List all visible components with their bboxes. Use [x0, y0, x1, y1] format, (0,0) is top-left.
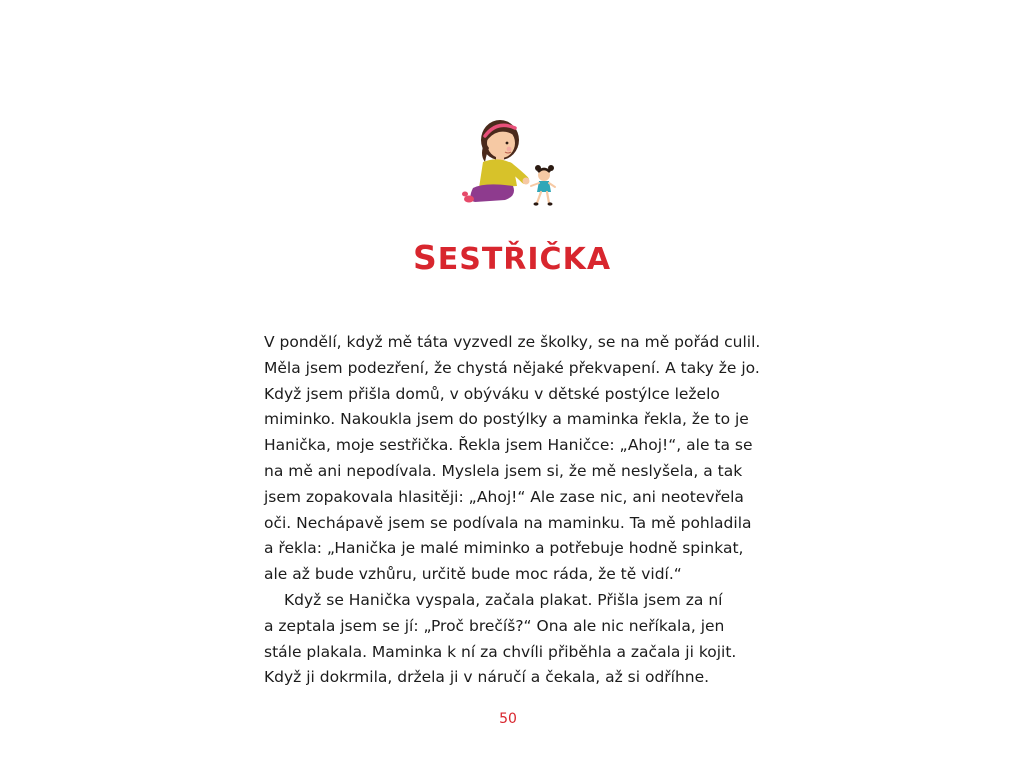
text-line: Když ji dokrmila, držela ji v náručí a čekala, až si odříhne. — [264, 668, 710, 687]
text-line: Hanička, moje sestřička. Řekla jsem Haničce: „Ahoj!“, ale ta se — [264, 436, 753, 455]
text-line: Měla jsem podezření, že chystá nějaké překvapení. A taky že jo. — [264, 358, 760, 377]
text-line: oči. Nechápavě jsem se podívala na maminku. Ta mě pohladila — [264, 513, 752, 532]
chapter-title: SESTŘIČKA — [412, 238, 612, 277]
text-line: na mě ani nepodívala. Myslela jsem si, že mě neslyšela, a tak — [264, 461, 743, 480]
text-line: miminko. Nakoukla jsem do postýlky a maminka řekla, že to je — [264, 410, 749, 429]
text-line: V pondělí, když mě táta vyzvedl ze školky, se na mě pořád culil. — [264, 333, 761, 351]
page-number: 50 — [499, 711, 517, 727]
text-line: Když jsem přišla domů, v obýváku v dětské postýlce leželo — [264, 384, 720, 403]
text-line: a zeptala jsem se jí: „Proč brečíš?“ Ona ale nic neříkala, jen — [264, 616, 725, 635]
text-line: Když se Hanička vyspala, začala plakat. Přišla jsem za ní — [284, 590, 723, 609]
text-line: ale až bude vzhůru, určitě bude moc ráda, že tě vidí.“ — [264, 565, 682, 584]
text-line: jsem zopakovala hlasitěji: „Ahoj!“ Ale zase nic, ani neotevřela — [264, 487, 744, 506]
text-line: a řekla: „Hanička je malé miminko a potřebuje hodně spinkat, — [264, 539, 744, 558]
story-text — [264, 330, 764, 691]
text-line: stále plakala. Maminka k ní za chvíli přiběhla a začala ji kojit. — [264, 642, 737, 661]
girl-with-doll-icon — [455, 108, 565, 213]
